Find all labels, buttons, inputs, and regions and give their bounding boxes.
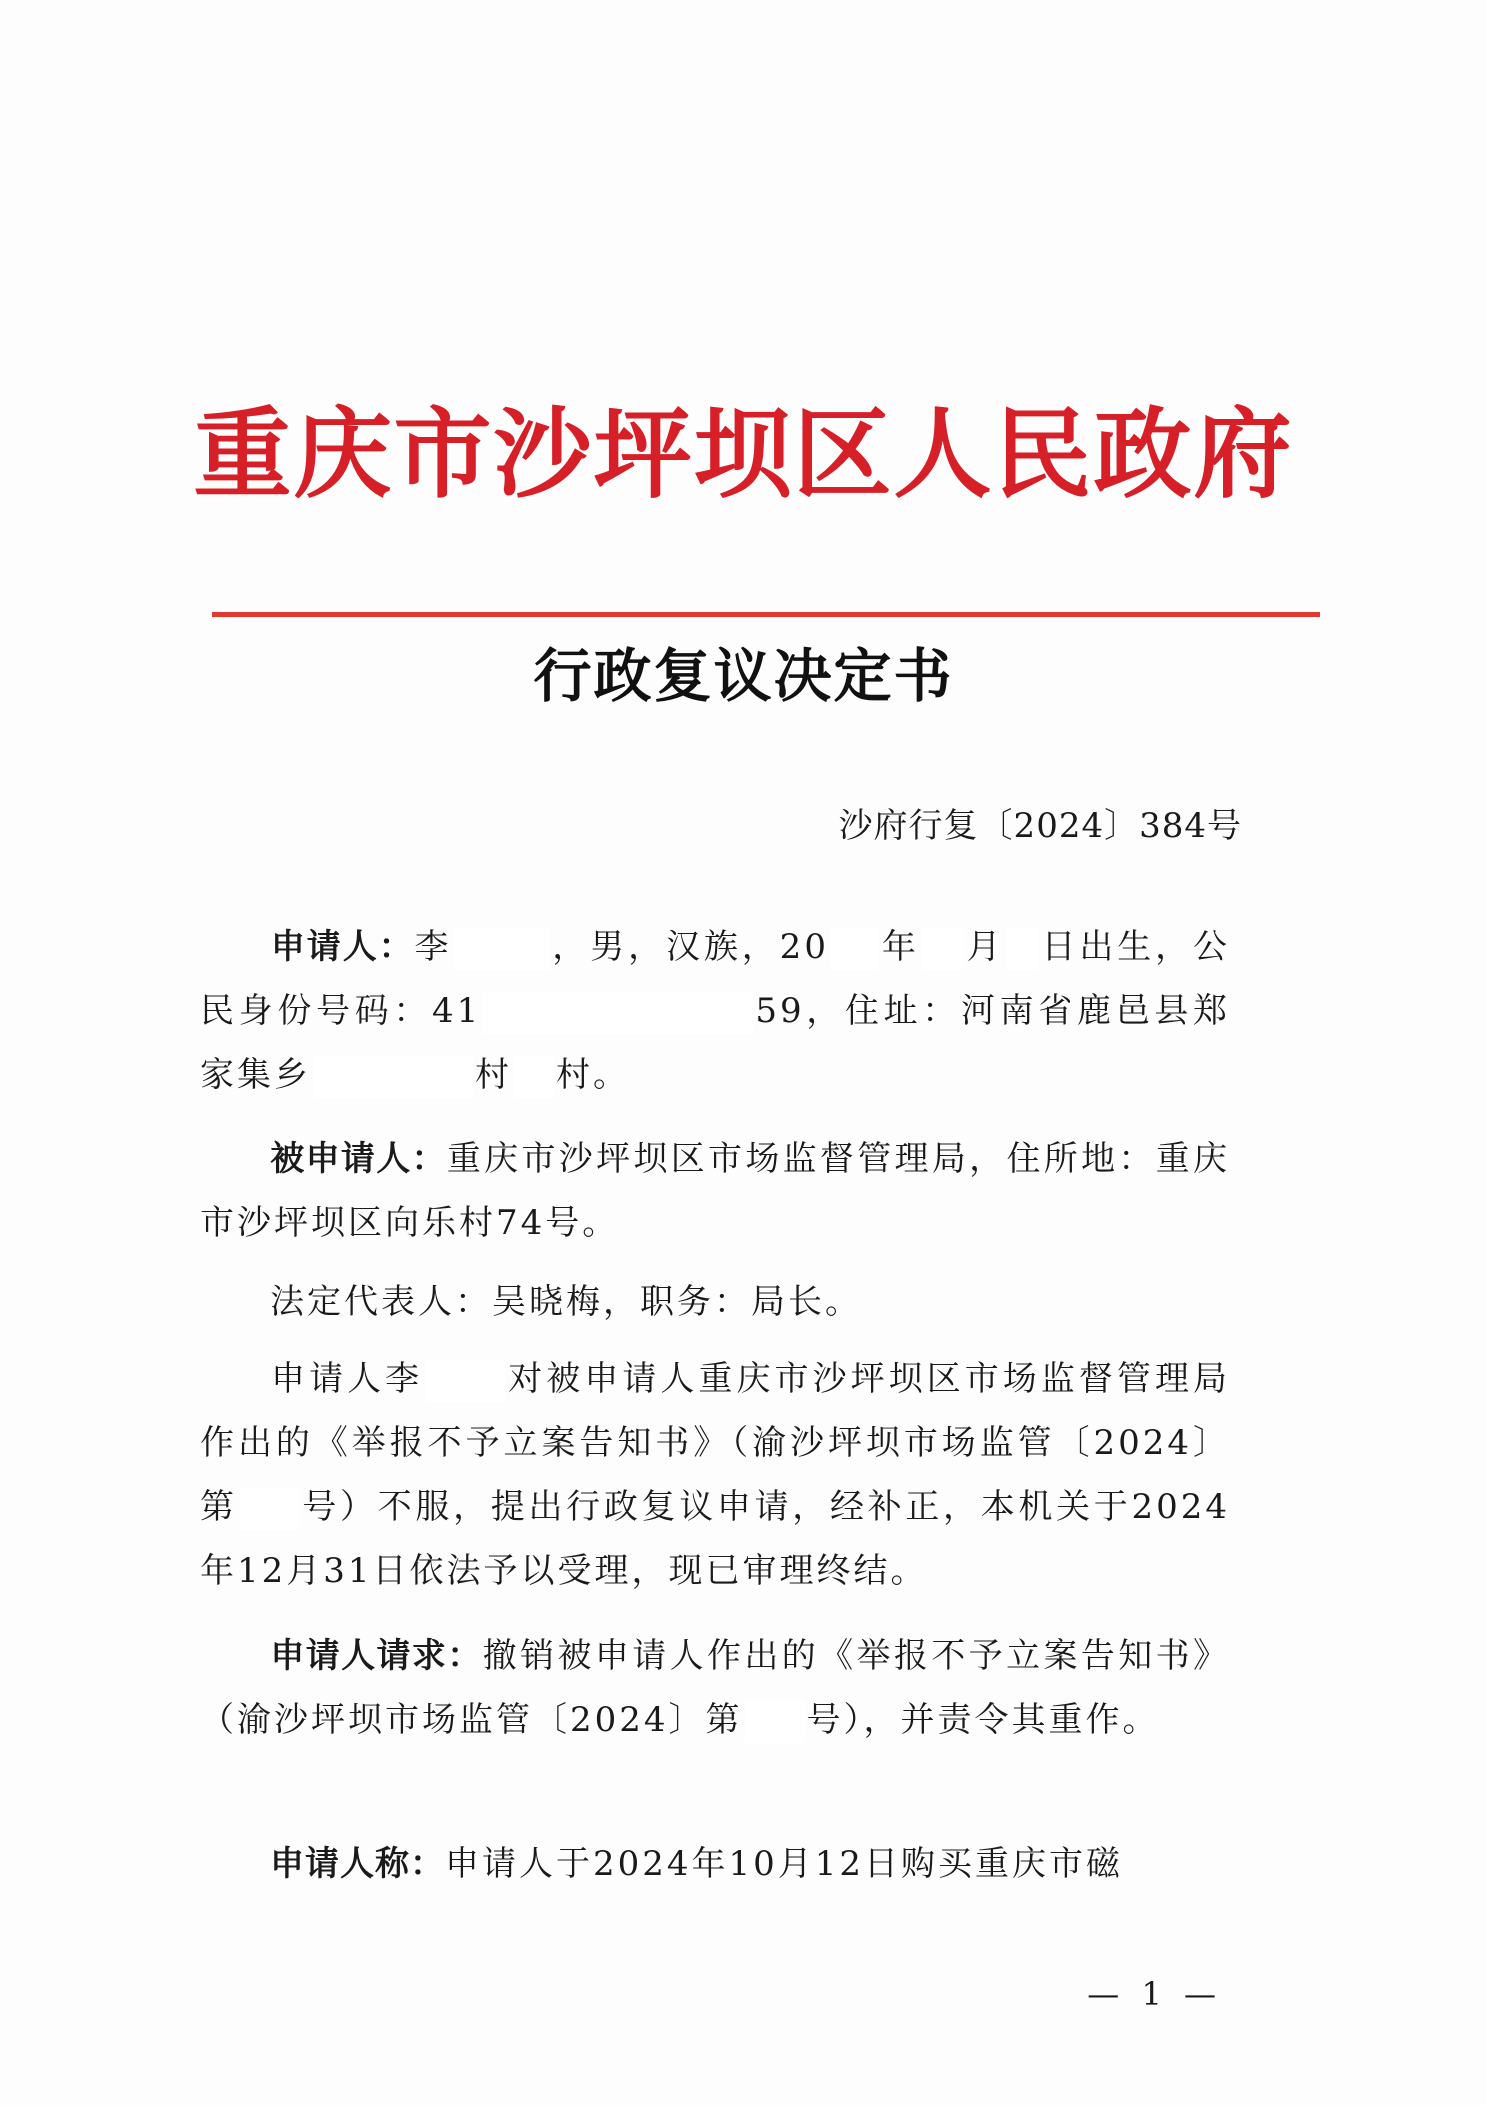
respondent-paragraph — [200, 1127, 1230, 1255]
document-title: 行政复议决定书 — [533, 642, 954, 710]
applicant-label: 申请人： — [270, 927, 415, 967]
redaction-block — [483, 992, 753, 1034]
applicant-text-5: 日出生，公民身份号码：41 — [200, 927, 1231, 1031]
redaction-block — [831, 928, 879, 970]
request-label: 申请人请求： — [270, 1636, 483, 1676]
respondent-label: 被申请人： — [270, 1139, 447, 1179]
redaction-block — [425, 1360, 505, 1402]
intro-text-1: 申请人李 — [270, 1359, 424, 1399]
claim-label: 申请人称： — [270, 1844, 445, 1884]
redaction-block — [922, 928, 964, 970]
legal-rep-text: 法定代表人：吴晓梅，职务：局长。 — [270, 1282, 862, 1322]
redaction-block — [240, 1488, 300, 1530]
document-number: 沙府行复〔2024〕384号 — [838, 806, 1242, 846]
page-number: — 1 — — [1087, 1975, 1222, 2013]
claim-text: 申请人于2024年10月12日购买重庆市磁 — [445, 1844, 1124, 1884]
respondent-text: 重庆市沙坪坝区市场监督管理局，住所地：重庆市沙坪坝区向乐村74号。 — [200, 1139, 1231, 1243]
redaction-block — [1007, 928, 1039, 970]
intro-paragraph — [200, 1347, 1230, 1603]
request-paragraph — [200, 1624, 1230, 1752]
legal-rep-paragraph — [200, 1270, 1230, 1334]
redaction-block — [454, 928, 549, 970]
applicant-text-7: 村 — [475, 1055, 512, 1095]
request-text-2: 号），并责令其重作。 — [806, 1700, 1160, 1740]
red-divider-line — [212, 612, 1320, 617]
redaction-block — [313, 1056, 473, 1098]
intro-text-2: 对被申请人重庆市沙坪坝区市场监督管理局作出的《举报不予立案告知书》（渝沙坪坝市场监管〔2024〕第 — [200, 1359, 1231, 1527]
intro-text-3: 号）不服，提出行政复议申请，经补正，本机关于2024年12月31日依法予以受理，现已审理终结。 — [200, 1487, 1230, 1591]
applicant-paragraph — [200, 915, 1230, 1107]
applicant-text-2: ，男，汉族，20 — [551, 927, 829, 967]
redaction-block — [745, 1701, 805, 1743]
request-text-1: 撤销被申请人作出的《举报不予立案告知书》（渝沙坪坝市场监管〔2024〕第 — [200, 1636, 1231, 1740]
applicant-text-4: 月 — [965, 927, 1005, 967]
applicant-text-6: 59，住址：河南省鹿邑县郑家集乡 — [200, 991, 1230, 1095]
applicant-text-1: 李 — [414, 927, 453, 967]
issuer-masthead: 重庆市沙坪坝区人民政府 — [193, 397, 1294, 512]
redaction-block — [514, 1056, 554, 1098]
applicant-text-3: 年 — [880, 927, 920, 967]
claim-paragraph — [200, 1832, 1230, 1896]
applicant-text-8: 村。 — [556, 1055, 630, 1095]
